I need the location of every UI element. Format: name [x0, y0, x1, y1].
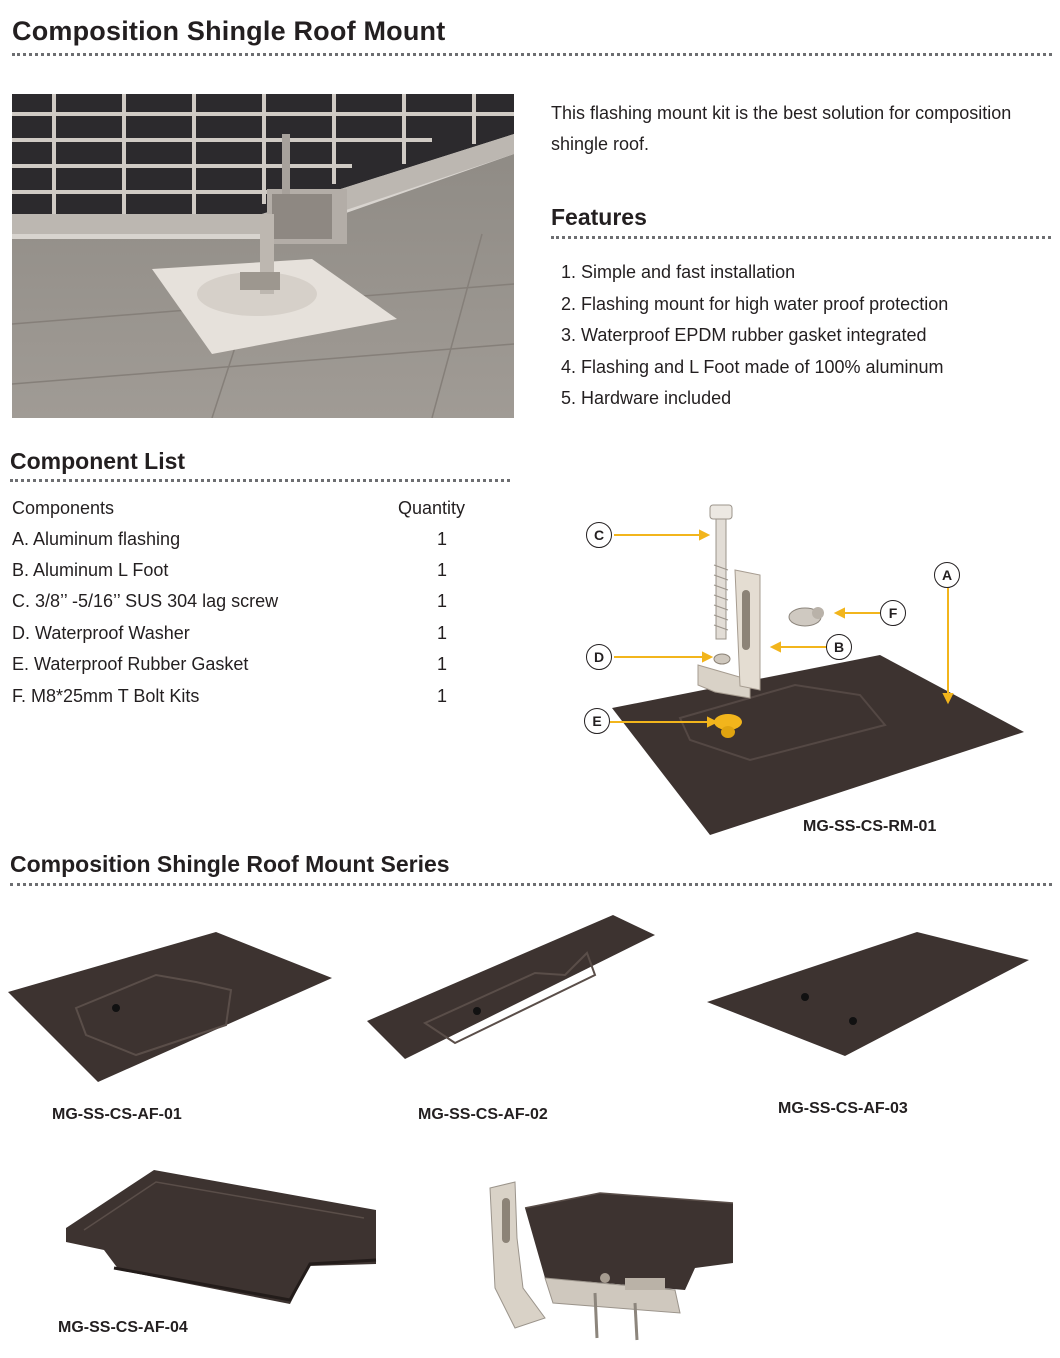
table-row [12, 560, 472, 591]
component-qty: 1 [437, 591, 448, 611]
table-row [12, 686, 472, 717]
product-af03-image [705, 930, 1031, 1060]
series-divider [10, 883, 1052, 886]
component-qty: 1 [437, 654, 448, 674]
feature-item: 2. Flashing mount for high water proof protection [561, 293, 949, 314]
model-label-rm01: MG-SS-CS-RM-01 [803, 818, 937, 835]
component-table-header [12, 498, 472, 529]
features-title: Features [551, 204, 647, 230]
component-qty: 1 [437, 686, 448, 706]
product-af04-image [64, 1168, 380, 1306]
feature-item: 5. Hardware included [561, 388, 732, 408]
model-label-af04: MG-SS-CS-AF-04 [58, 1319, 188, 1336]
assembled-kit-image [485, 1178, 735, 1346]
callout-e: E [584, 708, 610, 734]
series-title: Composition Shingle Roof Mount Series [10, 851, 450, 877]
col-components: Components [12, 498, 115, 518]
feature-item: 1. Simple and fast installation [561, 262, 796, 282]
callout-d: D [586, 644, 612, 670]
table-row [12, 529, 472, 560]
features-list [561, 257, 948, 415]
component-list-title: Component List [10, 448, 186, 474]
page-title: Composition Shingle Roof Mount [12, 16, 446, 46]
feature-item: 3. Waterproof EPDM rubber gasket integrated [561, 325, 927, 345]
col-quantity: Quantity [398, 498, 466, 518]
exploded-diagram [580, 500, 1050, 840]
component-name: F. M8*25mm T Bolt Kits [12, 686, 200, 706]
callout-a: A [934, 562, 960, 588]
callout-f: F [880, 600, 906, 626]
feature-item: 4. Flashing and L Foot made of 100% aluminum [561, 356, 944, 377]
title-divider [12, 53, 1052, 56]
component-qty: 1 [437, 529, 448, 549]
model-label-af02: MG-SS-CS-AF-02 [418, 1106, 548, 1123]
component-list-divider [10, 479, 510, 482]
model-label-af03: MG-SS-CS-AF-03 [778, 1100, 908, 1117]
product-af02-image [365, 913, 657, 1063]
intro-text: This flashing mount kit is the best solution for composition shingle roof. [551, 103, 1012, 154]
product-af01-image [6, 930, 336, 1085]
model-label-af01: MG-SS-CS-AF-01 [52, 1106, 182, 1123]
component-name: A. Aluminum flashing [12, 529, 181, 549]
hero-photo [12, 94, 514, 418]
callout-c: C [586, 522, 612, 548]
flashing-plate-shape [612, 655, 1024, 835]
component-name: D. Waterproof Washer [12, 623, 190, 643]
callout-b: B [826, 634, 852, 660]
component-name: B. Aluminum L Foot [12, 560, 169, 580]
component-qty: 1 [437, 623, 448, 643]
component-qty: 1 [437, 560, 448, 580]
component-name: C. 3/8’’ -5/16’’ SUS 304 lag screw [12, 591, 279, 611]
table-row [12, 654, 472, 685]
features-divider [551, 236, 1051, 239]
table-row [12, 623, 472, 654]
component-name: E. Waterproof Rubber Gasket [12, 654, 249, 674]
table-row [12, 591, 472, 622]
